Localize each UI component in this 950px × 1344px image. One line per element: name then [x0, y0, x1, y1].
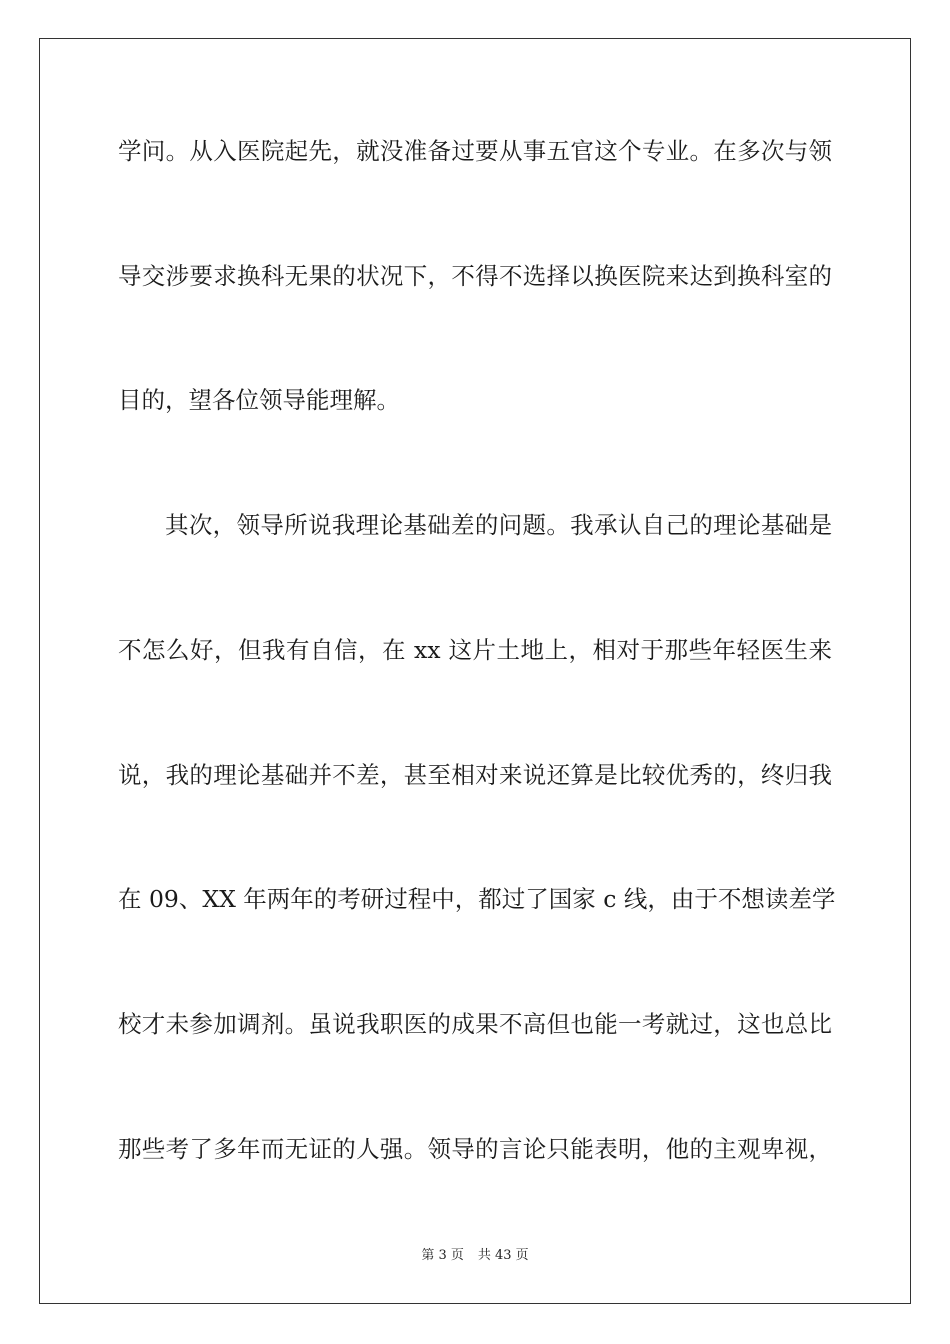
body-text-line-8: 校才未参加调剂。虽说我职医的成果不高但也能一考就过，这也总比: [118, 1010, 832, 1038]
page-border: [39, 38, 911, 1304]
body-text-line-2: 导交涉要求换科无果的状况下，不得不选择以换医院来达到换科室的: [118, 262, 832, 290]
page-total: 共 43 页: [477, 1248, 529, 1263]
page-number: 第 3 页: [421, 1248, 464, 1263]
body-text-line-3: 目的，望各位领导能理解。: [118, 386, 400, 414]
body-text-line-1: 学问。从入医院起先，就没准备过要从事五官这个专业。在多次与领: [118, 137, 832, 165]
body-text-line-5: 不怎么好，但我有自信，在 xx 这片土地上，相对于那些年轻医生来: [118, 636, 832, 664]
body-text-line-7: 在 09、XX 年两年的考研过程中，都过了国家 c 线，由于不想读差学: [118, 885, 836, 913]
body-text-line-9: 那些考了多年而无证的人强。领导的言论只能表明，他的主观卑视，: [118, 1135, 832, 1163]
body-text-line-6: 说，我的理论基础并不差，甚至相对来说还算是比较优秀的，终归我: [118, 761, 832, 789]
page-footer: [0, 1247, 950, 1265]
body-text-line-4: 其次，领导所说我理论基础差的问题。我承认自己的理论基础是: [165, 511, 832, 539]
